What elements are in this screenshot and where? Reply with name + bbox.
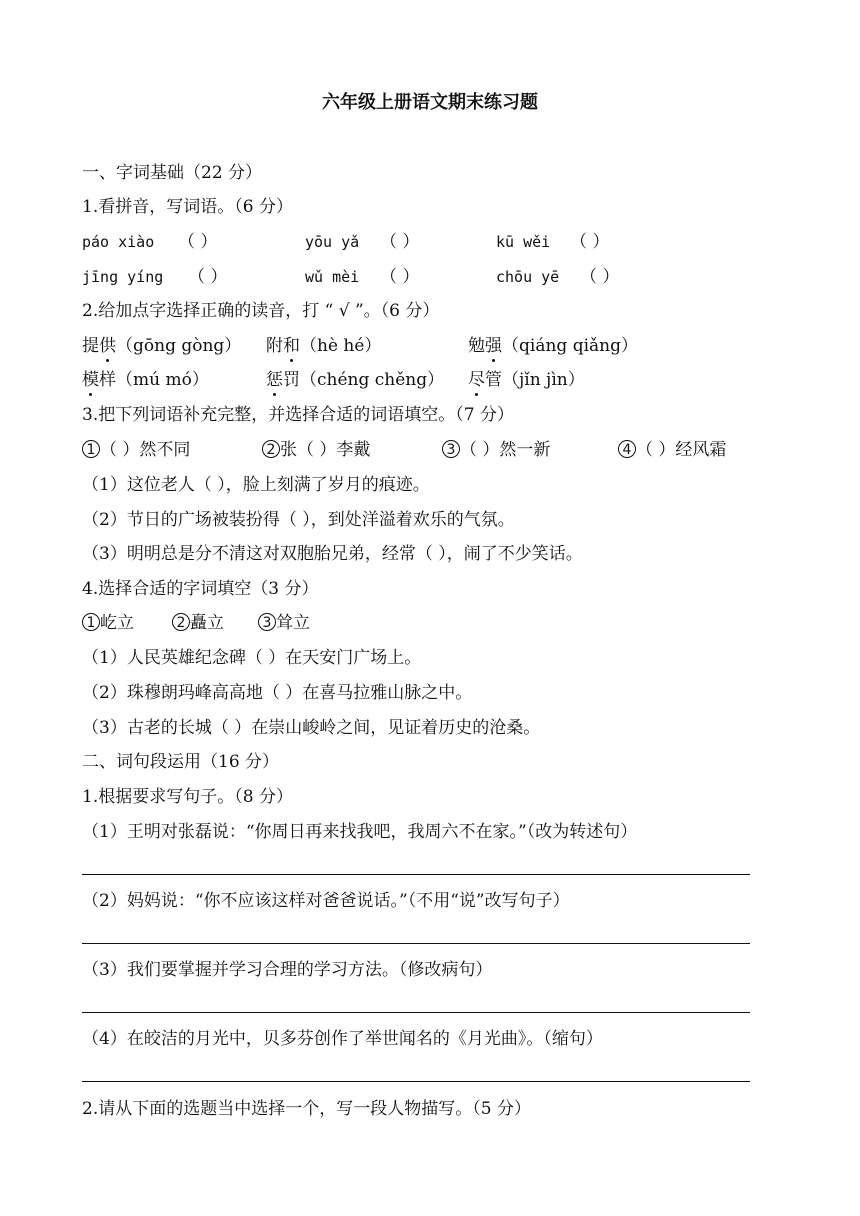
pinyin: páo xiào [82,233,155,251]
reading-options[interactable]: （chéng chěng） [300,370,445,390]
circled-number: 3 [258,613,276,631]
reading-options[interactable]: （qiáng qiǎng） [502,336,638,356]
p1-item-3: （3）我们要掌握并学习合理的学习方法。（修改病句） [82,960,493,980]
circled-number: 3 [442,440,460,458]
answer-blank[interactable]: （ ） [570,232,610,252]
idiom-4[interactable]: 4 （ ）经风霜 [618,439,726,461]
dotted-char: 模 [82,370,99,390]
q4-sentence-3[interactable]: （3）古老的长城（ ）在崇山峻岭之间，见证着历史的沧桑。 [82,718,541,738]
pinyin: wǔ mèi [305,268,360,286]
dotted-char: 尽 [468,370,485,390]
q4-heading: 4.选择合适的字词填空（3 分） [82,579,319,599]
circled-number: 1 [82,613,100,631]
q4-option-1: 1 屹立 [82,612,134,634]
q4-sentence-1[interactable]: （1）人民英雄纪念碑（ ）在天安门广场上。 [82,648,422,668]
answer-blank[interactable]: （ ） [580,267,620,287]
dotted-char: 和 [283,336,300,356]
q2-item: 尽管（jǐn jìn） [468,370,585,390]
q2-item: 勉强（qiáng qiǎng） [468,336,638,356]
q4-option-3: 3 耸立 [258,612,310,634]
p1-item-2: （2）妈妈说：“你不应该这样对爸爸说话。”（不用“说”改写句子） [82,891,570,911]
answer-line[interactable] [82,943,750,944]
page-title: 六年级上册语文期末练习题 [322,92,538,113]
q3-heading: 3.把下列词语补充完整，并选择合适的词语填空。（7 分） [82,405,514,425]
p1-item-1: （1）王明对张磊说：“你周日再来找我吧，我周六不在家。”（改为转述句） [82,822,638,842]
q3-sentence-1[interactable]: （1）这位老人（ ），脸上刻满了岁月的痕迹。 [82,475,430,495]
reading-options[interactable]: （hè hé） [300,336,382,356]
pinyin: kū wěi [496,233,551,251]
answer-line[interactable] [82,1012,750,1013]
dotted-char: 惩 [266,370,283,390]
p1-heading: 1.根据要求写句子。（8 分） [82,787,293,807]
idiom-3[interactable]: 3 （ ）然一新 [442,439,550,461]
answer-line[interactable] [82,1081,750,1082]
q3-sentence-3[interactable]: （3）明明总是分不清这对双胞胎兄弟，经常（ ），闹了不少笑话。 [82,544,583,564]
section-1-heading: 一、字词基础（22 分） [82,163,263,183]
circled-number: 2 [172,613,190,631]
pinyin: yōu yǎ [305,233,360,251]
answer-blank[interactable]: （ ） [188,267,228,287]
answer-blank[interactable]: （ ） [380,267,420,287]
q1-heading: 1.看拼音，写词语。（6 分） [82,197,293,217]
reading-options[interactable]: （mú mó） [116,370,209,390]
q4-option-2: 2 矗立 [172,612,224,634]
circled-number: 2 [262,440,280,458]
circled-number: 4 [618,440,636,458]
reading-options[interactable]: （gōng gòng） [116,336,242,356]
q2-heading: 2.给加点字选择正确的读音，打 “ √ ”。（6 分） [82,301,440,321]
q2-item: 模样（mú mó） [82,370,209,390]
section-2-heading: 二、词句段运用（16 分） [82,752,280,772]
answer-blank[interactable]: （ ） [178,232,218,252]
q2-item: 惩罚（chéng chěng） [266,370,445,390]
pinyin: jīng yíng [82,268,164,286]
answer-blank[interactable]: （ ） [380,232,420,252]
q2-item: 提供（gōng gòng） [82,336,242,356]
pinyin: chōu yē [496,268,560,286]
p1-item-4: （4）在皎洁的月光中，贝多芬创作了举世闻名的《月光曲》。（缩句） [82,1029,603,1049]
p2-heading: 2.请从下面的选题当中选择一个，写一段人物描写。（5 分） [82,1099,531,1119]
answer-line[interactable] [82,874,750,875]
dotted-char: 强 [485,336,502,356]
dotted-char: 供 [99,336,116,356]
q2-item: 附和（hè hé） [266,336,382,356]
reading-options[interactable]: （jǐn jìn） [502,370,585,390]
q4-sentence-2[interactable]: （2）珠穆朗玛峰高高地（ ）在喜马拉雅山脉之中。 [82,683,473,703]
q3-sentence-2[interactable]: （2）节日的广场被装扮得（ ），到处洋溢着欢乐的气氛。 [82,510,515,530]
circled-number: 1 [82,440,100,458]
idiom-1[interactable]: 1 （ ）然不同 [82,439,190,461]
idiom-2[interactable]: 2 张（ ）李戴 [262,439,370,461]
